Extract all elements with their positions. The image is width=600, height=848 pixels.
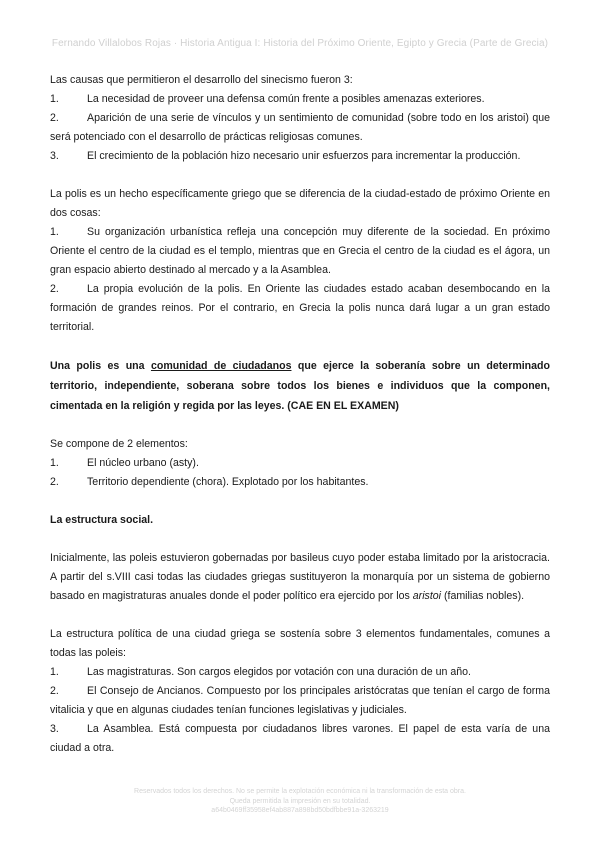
paragraph-text: Inicialmente, las poleis estuvieron gobernadas por basileus cuyo poder estaba limitado por la aristocracia. A partir del s.VIII casi todas las ciudades griegas sustituyeron la monarquía por un sistema de gobierno basado en magistraturas anuales donde el poder político era ejercido por los: [50, 552, 550, 602]
list-item: [50, 109, 550, 147]
list-text: Su organización urbanística refleja una concepción muy diferente de la sociedad. En próximo Oriente el centro de la ciudad es el templo, mientras que en Grecia el centro de la ciudad es el ágora, un gran espacio abierto destinado al mercado y a la Asamblea.: [50, 226, 550, 276]
list-text: La propia evolución de la polis. En Oriente las ciudades estado acaban desembocando en la formación de grandes reinos. Por el contrario, en Grecia la polis nunca dará lugar a un gran estado territorial.: [50, 283, 550, 333]
list-number: 1.: [50, 93, 59, 105]
paragraph: Se compone de 2 elementos:: [50, 438, 188, 450]
list-text: La Asamblea. Está compuesta por ciudadanos libres varones. El papel de esta varía de una ciudad a otra.: [50, 723, 550, 754]
list-number: 3.: [50, 723, 59, 735]
list-number: 2.: [50, 283, 59, 295]
page-footer-watermark: [0, 787, 600, 816]
list-number: 1.: [50, 457, 59, 469]
list-text: La necesidad de proveer una defensa común frente a posibles amenazas exteriores.: [87, 93, 485, 105]
footer-line: Reservados todos los derechos. No se permite la explotación económica ni la transformación de esta obra.: [134, 788, 466, 795]
paragraph: La polis es un hecho específicamente griego que se diferencia de la ciudad-estado de próximo Oriente en dos cosas:: [50, 188, 550, 219]
list-number: 3.: [50, 150, 59, 162]
list-number: 2.: [50, 685, 59, 697]
list-item: [50, 147, 550, 166]
list-item: [50, 280, 550, 337]
paragraph: La estructura política de una ciudad griega se sostenía sobre 3 elementos fundamentales, comunes a todas las poleis:: [50, 628, 550, 659]
section-title: La estructura social.: [50, 514, 154, 526]
list-text: Aparición de una serie de vínculos y un sentimiento de comunidad (sobre todo en los aristoi) que será potenciado con el desarrollo de prácticas religiosas comunes.: [50, 112, 550, 143]
list-text: El núcleo urbano (asty).: [87, 457, 199, 469]
list-number: 2.: [50, 476, 59, 488]
list-text: El Consejo de Ancianos. Compuesto por los principales aristócratas que tenían el cargo de forma vitalicia y que en algunas ciudades tenían funciones legislativas y judiciales.: [50, 685, 550, 716]
list-text: Las magistraturas. Son cargos elegidos por votación con una duración de un año.: [87, 666, 471, 678]
footer-line: Queda permitida la impresión en su totalidad.: [229, 797, 371, 805]
list-item: [50, 454, 550, 473]
paragraph: Las causas que permitieron el desarrollo del sinecismo fueron 3:: [50, 74, 353, 86]
list-item: [50, 473, 550, 492]
definition-underlined: comunidad de ciudadanos: [150, 360, 292, 372]
page-header: Fernando Villalobos Rojas · Historia Antigua I: Historia del Próximo Oriente, Egipto y Grecia (Parte de Grecia): [51, 38, 549, 49]
list-item: [50, 663, 550, 682]
definition-pre: Una polis es una: [50, 360, 151, 372]
list-number: 1.: [50, 226, 59, 238]
list-item: [50, 90, 550, 109]
paragraph-text: (familias nobles).: [441, 590, 525, 602]
document-body: [50, 71, 550, 758]
definition-post: que ejerce la soberanía sobre un determinado territorio, independiente, soberana sobre todos los bienes e individuos que la componen, cimentada en la religión y regida por las leyes. (CAE EN EL EXAMEN): [50, 360, 550, 412]
list-text: El crecimiento de la población hizo necesario unir esfuerzos para incrementar la producción.: [87, 150, 521, 162]
paragraph-italic: aristoi: [412, 590, 442, 602]
footer-line: a64b0469ff35958ef4ab887a898bd50bdfbbe91a-3263219: [211, 807, 389, 814]
list-item: [50, 223, 550, 280]
list-number: 2.: [50, 112, 59, 124]
list-item: [50, 682, 550, 720]
paragraph: [50, 549, 550, 606]
list-number: 1.: [50, 666, 59, 678]
list-text: Territorio dependiente (chora). Explotado por los habitantes.: [87, 476, 369, 488]
polis-definition: [50, 356, 550, 416]
list-item: [50, 720, 550, 758]
